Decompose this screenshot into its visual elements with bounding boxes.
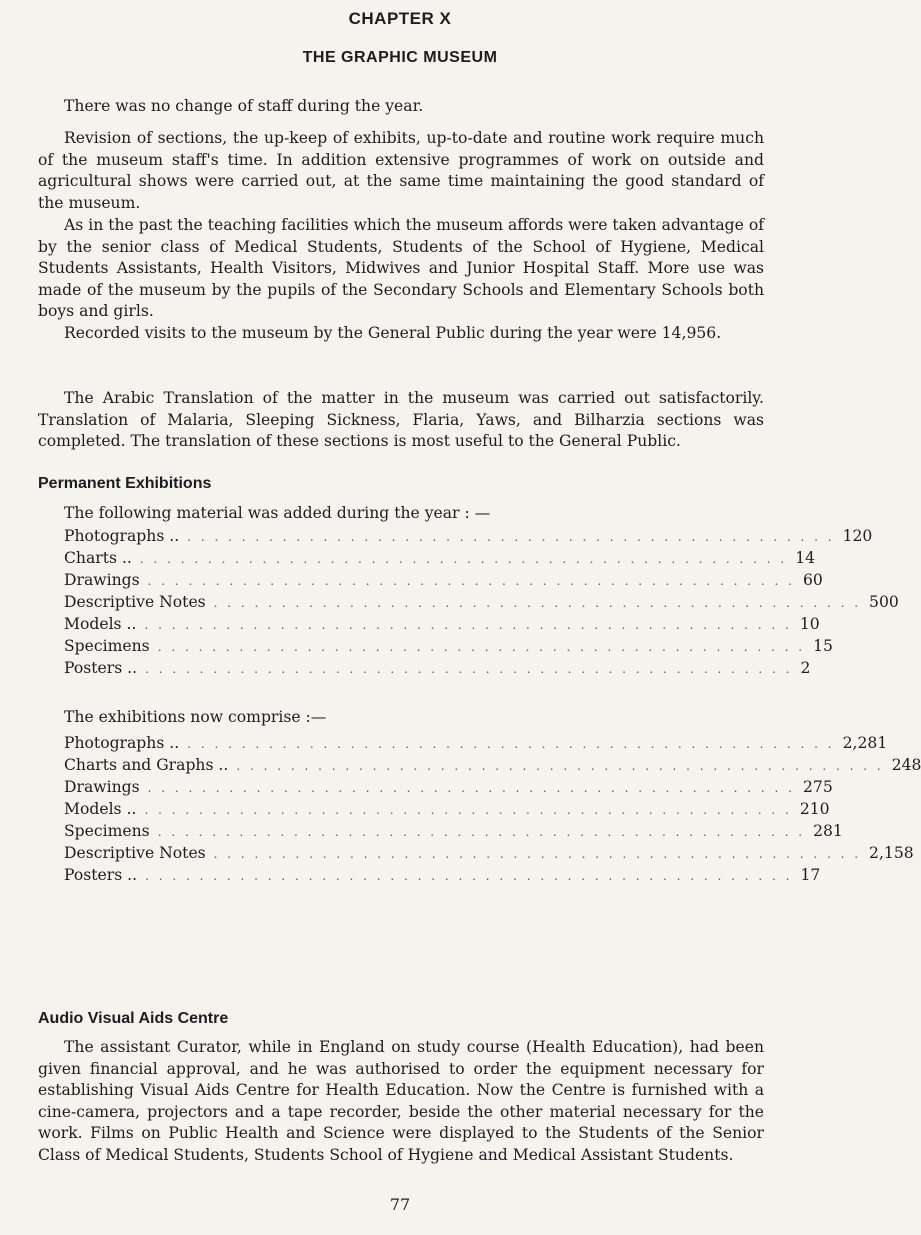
paragraph-staff: There was no change of staff during the year. xyxy=(64,97,424,115)
item-value: 120 xyxy=(842,527,873,545)
audio-visual-heading: Audio Visual Aids Centre xyxy=(38,1010,229,1027)
item-value: 17 xyxy=(800,866,821,884)
item-label: Charts .. xyxy=(64,549,132,567)
list-item: Drawings . . . . . . . . . . . . . . . . . . . . . . . . . . . . . . . . . . . . . . . . . . . . . . . . 60 xyxy=(64,571,823,589)
paragraph-teaching: As in the past the teaching facilities which the museum affords were taken advantage of by the senior class of Medical Students, Students of the School of Hygiene, Medical Students Assistants, Health Visitors, Midwives and Junior Hospital Staff. More use was made of the museum by the pupils of the Secondary Schools and Elementary Schools both boys and girls. xyxy=(38,216,764,321)
item-value: 14 xyxy=(795,549,816,567)
list-item: Posters .. . . . . . . . . . . . . . . . . . . . . . . . . . . . . . . . . . . . . . . . . . . . . . . . . 2 xyxy=(64,659,811,677)
list-item: Posters .. . . . . . . . . . . . . . . . . . . . . . . . . . . . . . . . . . . . . . . . . . . . . . . . . 17 xyxy=(64,866,821,884)
item-value: 248 xyxy=(891,756,921,774)
item-label: Photographs .. xyxy=(64,527,180,545)
item-label: Specimens xyxy=(64,822,150,840)
item-value: 60 xyxy=(803,571,823,589)
item-label: Drawings xyxy=(64,778,140,796)
page-number: 77 xyxy=(389,1195,411,1214)
list-item: Photographs .. . . . . . . . . . . . . . . . . . . . . . . . . . . . . . . . . . . . . . . . . . . . . . . . . 120 xyxy=(64,527,873,545)
comprise-intro: The exhibitions now comprise :— xyxy=(64,708,327,726)
comprise-list xyxy=(64,734,921,888)
list-item: Models .. . . . . . . . . . . . . . . . . . . . . . . . . . . . . . . . . . . . . . . . . . . . . . . . . 10 xyxy=(64,615,820,633)
list-item: Models .. . . . . . . . . . . . . . . . . . . . . . . . . . . . . . . . . . . . . . . . . . . . . . . . . 210 xyxy=(64,800,830,818)
item-label: Descriptive Notes xyxy=(64,844,206,862)
item-value: 500 xyxy=(869,593,899,611)
paragraph-revision: Revision of sections, the up-keep of exhibits, up-to-date and routine work require much of the museum staff's time. In addition extensive programmes of work on outside and agricultural shows were carried out, at the same time maintaining the good standard of the museum. xyxy=(38,129,764,212)
list-item: Descriptive Notes . . . . . . . . . . . . . . . . . . . . . . . . . . . . . . . . . . . . . . . . . . . . . . . . 2,158 xyxy=(64,844,914,862)
list-item: Charts .. . . . . . . . . . . . . . . . . . . . . . . . . . . . . . . . . . . . . . . . . . . . . . . . . 14 xyxy=(64,549,816,567)
item-value: 2,281 xyxy=(842,734,888,752)
item-label: Photographs .. xyxy=(64,734,180,752)
list-item: Specimens . . . . . . . . . . . . . . . . . . . . . . . . . . . . . . . . . . . . . . . . . . . . . . . . 281 xyxy=(64,822,843,840)
list-item: Descriptive Notes . . . . . . . . . . . . . . . . . . . . . . . . . . . . . . . . . . . . . . . . . . . . . . . . 500 xyxy=(64,593,899,611)
added-list xyxy=(64,527,899,681)
item-value: 210 xyxy=(799,800,830,818)
item-value: 275 xyxy=(803,778,833,796)
list-item: Drawings . . . . . . . . . . . . . . . . . . . . . . . . . . . . . . . . . . . . . . . . . . . . . . . . 275 xyxy=(64,778,833,796)
item-label: Drawings xyxy=(64,571,140,589)
item-label: Charts and Graphs .. xyxy=(64,756,229,774)
list-item: Photographs .. . . . . . . . . . . . . . . . . . . . . . . . . . . . . . . . . . . . . . . . . . . . . . . . . 2,281 xyxy=(64,734,888,752)
list-item: Charts and Graphs .. . . . . . . . . . . . . . . . . . . . . . . . . . . . . . . . . . . . . . . . . . . . . . . . . 248 xyxy=(64,756,921,774)
item-value: 10 xyxy=(799,615,820,633)
item-label: Posters .. xyxy=(64,659,138,677)
paragraph-audio-visual: The assistant Curator, while in England on study course (Health Education), had been given financial approval, and he was authorised to order the equipment necessary for establishing Visual Aids Centre for Health Education. Now the Centre is furnished with a cine-camera, projectors and a tape recorder, beside the other material necessary for the work. Films on Public Health and Science were displayed to the Students of the Senior Class of Medical Students, Students School of Hygiene and Medical Assistant Students. xyxy=(38,1038,764,1164)
item-label: Descriptive Notes xyxy=(64,593,206,611)
item-label: Posters .. xyxy=(64,866,138,884)
item-value: 2,158 xyxy=(869,844,914,862)
item-label: Models .. xyxy=(64,615,137,633)
item-value: 15 xyxy=(813,637,833,655)
list-item: Specimens . . . . . . . . . . . . . . . . . . . . . . . . . . . . . . . . . . . . . . . . . . . . . . . . 15 xyxy=(64,637,833,655)
paragraph-visits: Recorded visits to the museum by the General Public during the year were 14,956. xyxy=(64,324,722,342)
page-title: THE GRAPHIC MUSEUM xyxy=(302,49,498,66)
item-value: 281 xyxy=(813,822,843,840)
permanent-exhibitions-heading: Permanent Exhibitions xyxy=(38,475,212,492)
item-label: Models .. xyxy=(64,800,137,818)
added-intro: The following material was added during the year : — xyxy=(64,504,491,522)
item-label: Specimens xyxy=(64,637,150,655)
paragraph-translation: The Arabic Translation of the matter in the museum was carried out satisfactorily. Translation of Malaria, Sleeping Sickness, Flaria, Yaws, and Bilharzia sections was completed. The translation of these sections is most useful to the General Public. xyxy=(38,389,764,451)
chapter-heading: CHAPTER X xyxy=(348,9,452,28)
item-value: 2 xyxy=(800,659,811,677)
